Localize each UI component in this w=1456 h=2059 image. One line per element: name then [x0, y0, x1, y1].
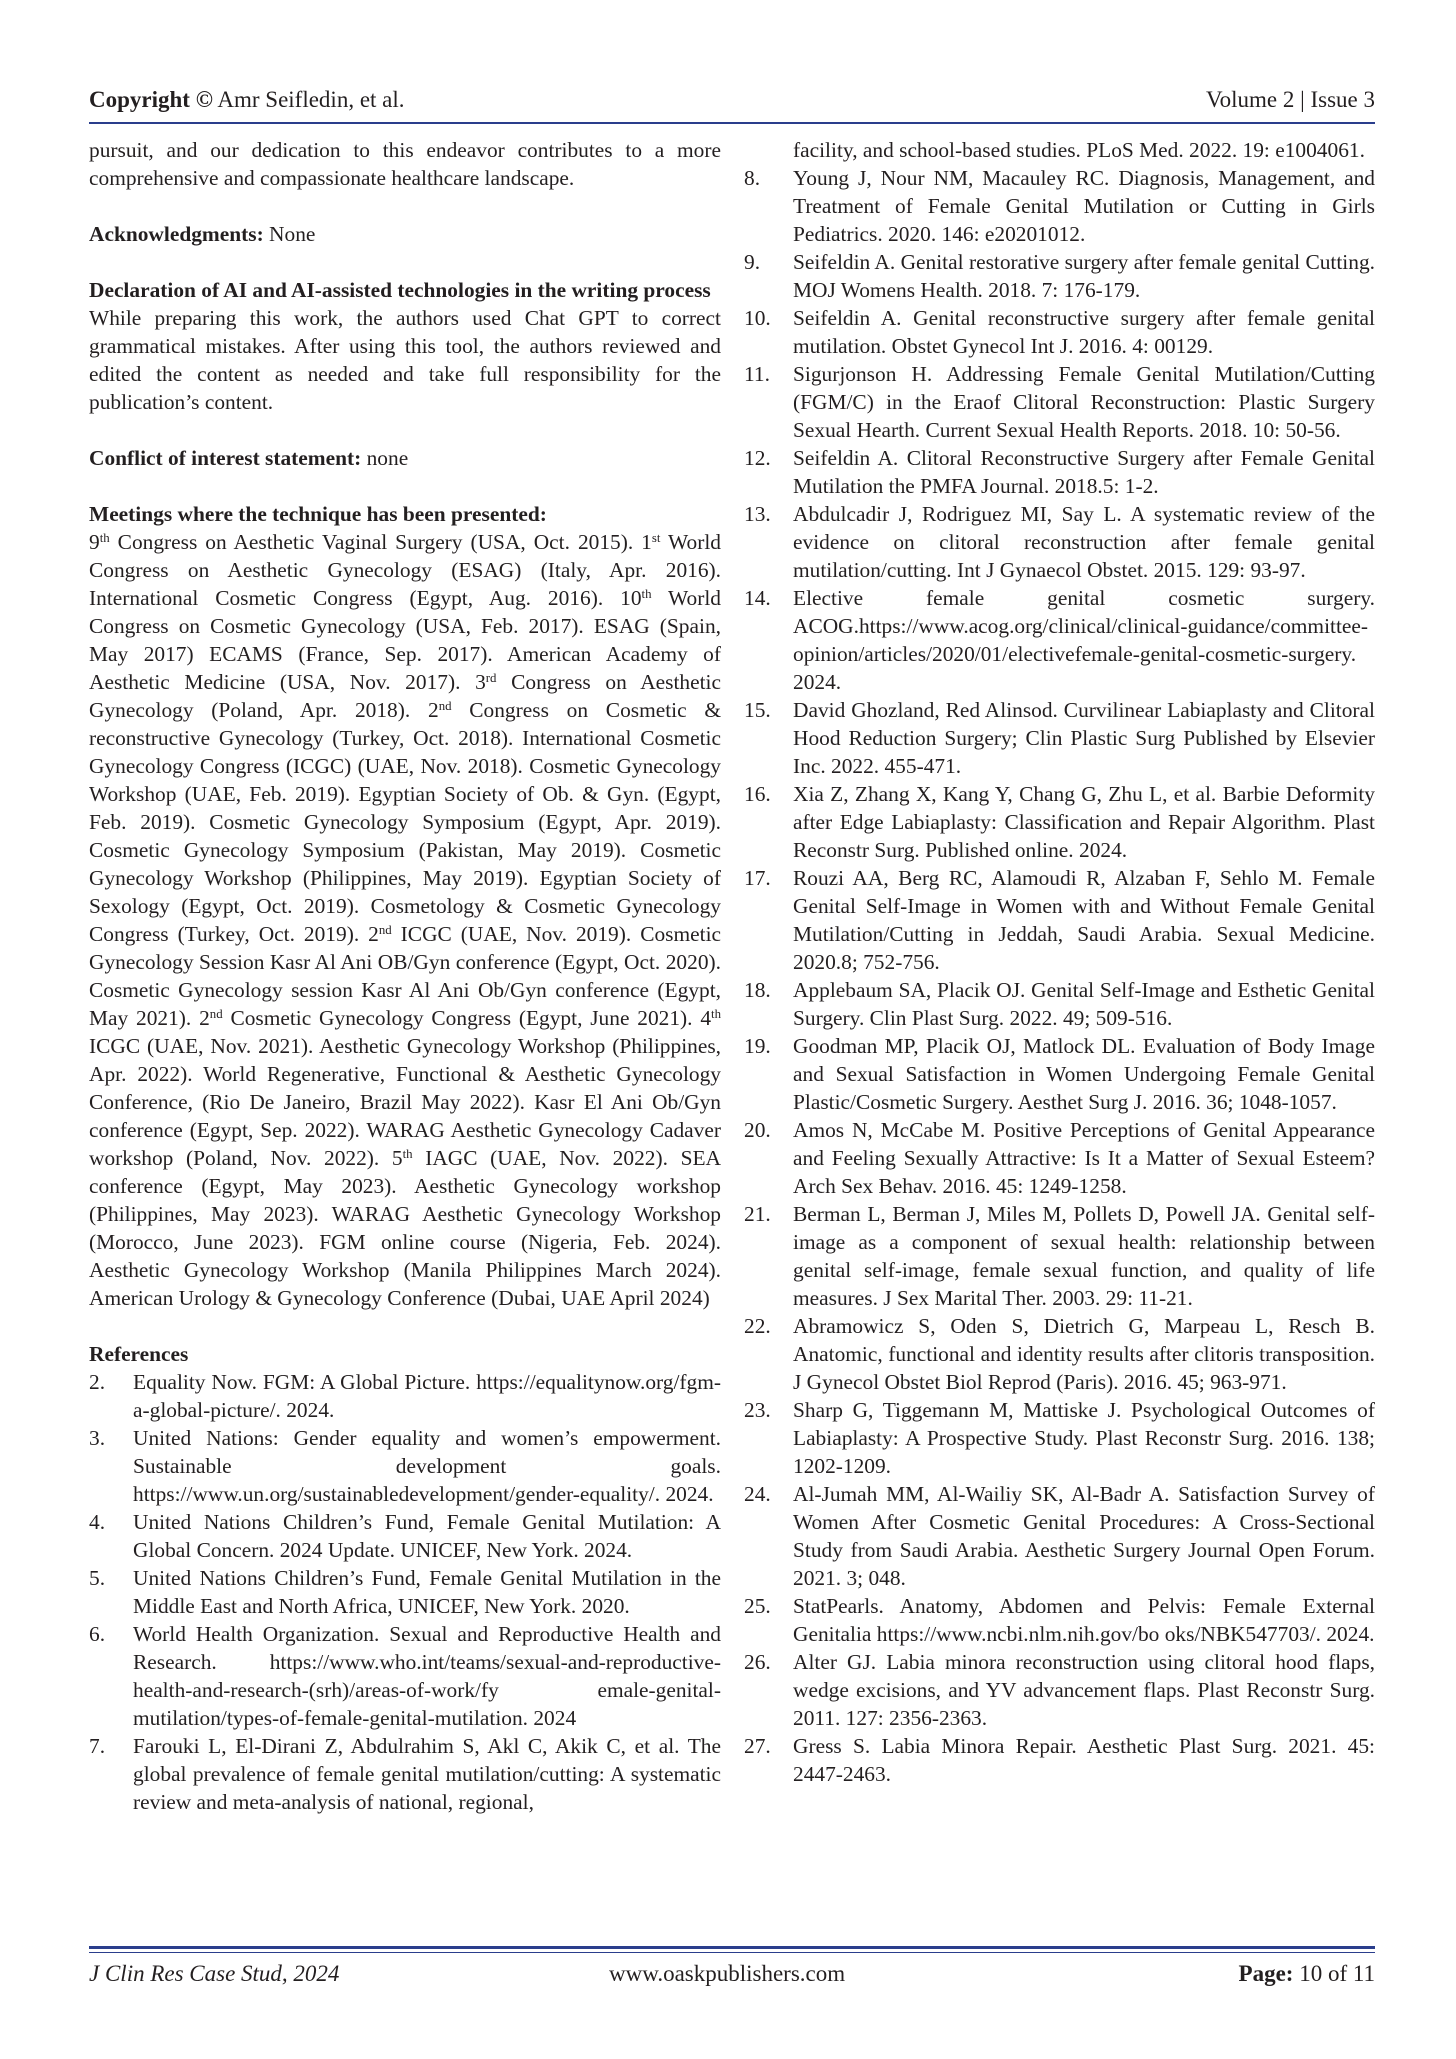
reference-item: 13. Abdulcadir J, Rodriguez MI, Say L. A systematic review of the evidence on clitoral reconstruction after female genital mutilation/cutting. Int J Gynaecol Obstet. 2015. 129: 93-97. [744, 502, 1375, 582]
reference-item: 2. Equality Now. FGM: A Global Picture. https://equalitynow.org/fgm-a-global-picture/. 2024. [89, 1370, 721, 1422]
copyright-line [89, 86, 405, 114]
reference-item: 17. Rouzi AA, Berg RC, Alamoudi R, Alzaban F, Sehlo M. Female Genital Self-Image in Women with and Without Female Genital Mutilation/Cutting in Jeddah, Saudi Arabia. Sexual Medicine. 2020.8; 752-756. [744, 866, 1375, 974]
reference-item: 16. Xia Z, Zhang X, Kang Y, Chang G, Zhu L, et al. Barbie Deformity after Edge Labiaplasty: Classification and Repair Algorithm. Plast Reconstr Surg. Published online. 2024. [744, 782, 1375, 862]
reference-item-partial: 7. Farouki L, El-Dirani Z, Abdulrahim S, Akl C, Akik C, et al. The global prevalence of female genital mutilation/cutting: A systematic review and meta-analysis of national, regional, [89, 1734, 721, 1814]
website-link[interactable]: www.oaskpublishers.com [609, 1961, 846, 1986]
intro-paragraph: pursuit, and our dedication to this endeavor contributes to a more comprehensive and compassionate healthcare landscape. [89, 138, 721, 190]
reference-item: 27. Gress S. Labia Minora Repair. Aesthetic Plast Surg. 2021. 45: 2447-2463. [744, 1734, 1375, 1786]
reference-item: 4. United Nations Children’s Fund, Female Genital Mutilation: A Global Concern. 2024 Update. UNICEF, New York. 2024. [89, 1510, 721, 1562]
reference-item: 6. World Health Organization. Sexual and Reproductive Health and Research. https://www.who.int/teams/sexual-and-reproductive-health-and-research-(srh)/areas-of-work/fy emale-genital-mutilation/types-of-female-genital-mutilation. 2024 [89, 1622, 721, 1730]
references-heading: References [89, 1342, 189, 1366]
page-header [89, 86, 1375, 114]
ai-declaration-heading: Declaration of AI and AI-assisted technologies in the writing process [89, 278, 711, 302]
reference-item: 18. Applebaum SA, Placik OJ. Genital Self-Image and Esthetic Genital Surgery. Clin Plast Surg. 2022. 49; 509-516. [744, 978, 1375, 1030]
coi-label: Conflict of interest statement: [89, 446, 362, 470]
meetings-heading: Meetings where the technique has been presented: [89, 502, 547, 526]
authors: Amr Seifledin, et al. [217, 87, 405, 112]
reference-item: 12. Seifeldin A. Clitoral Reconstructive Surgery after Female Genital Mutilation the PMFA Journal. 2018.5: 1-2. [744, 446, 1375, 498]
page-label: Page: [1238, 1961, 1294, 1986]
reference-item: 11. Sigurjonson H. Addressing Female Genital Mutilation/Cutting (FGM/C) in the Eraof Clitoral Reconstruction: Plastic Surgery Sexual Hearth. Current Sexual Health Reports. 2018. 10: 50-56. [744, 362, 1375, 442]
journal-citation: J Clin Res Case Stud, 2024 [89, 1961, 340, 1986]
reference-item: 23. Sharp G, Tiggemann M, Mattiske J. Psychological Outcomes of Labiaplasty: A Prospective Study. Plast Reconstr Surg. 2016. 138; 1202-1209. [744, 1398, 1375, 1478]
reference-item: 19. Goodman MP, Placik OJ, Matlock DL. Evaluation of Body Image and Sexual Satisfaction in Women Undergoing Female Genital Plastic/Cosmetic Surgery. Aesthet Surg J. 2016. 36; 1048-1057. [744, 1034, 1375, 1114]
reference-item: 21. Berman L, Berman J, Miles M, Pollets D, Powell JA. Genital self-image as a component of sexual health: relationship between genital self-image, female sexual function, and quality of life measures. J Sex Marital Ther. 2003. 29: 11-21. [744, 1202, 1375, 1310]
reference-item: 25. StatPearls. Anatomy, Abdomen and Pelvis: Female External Genitalia https://www.ncbi.nlm.nih.gov/bo oks/NBK547703/. 2024. [744, 1594, 1375, 1646]
left-column [89, 136, 721, 1816]
reference-item: 15. David Ghozland, Red Alinsod. Curvilinear Labiaplasty and Clitoral Hood Reduction Surgery; Clin Plastic Surg Published by Elsevier Inc. 2022. 455-471. [744, 698, 1375, 778]
coi-value: none [366, 446, 409, 470]
volume-issue: Volume 2 | Issue 3 [1205, 87, 1375, 112]
reference-item: 8. Young J, Nour NM, Macauley RC. Diagnosis, Management, and Treatment of Female Genital Mutilation or Cutting in Girls Pediatrics. 2020. 146: e20201012. [744, 166, 1375, 246]
right-column [746, 136, 1375, 1788]
reference-item: 10. Seifeldin A. Genital reconstructive surgery after female genital mutilation. Obstet Gynecol Int J. 2016. 4: 00129. [744, 306, 1375, 358]
reference-item: 26. Alter GJ. Labia minora reconstruction using clitoral hood flaps, wedge excisions, and YV advancement flaps. Plast Reconstr Surg. 2011. 127: 2356-2363. [744, 1650, 1375, 1730]
acknowledgments-label: Acknowledgments: [89, 222, 264, 246]
page-value: 10 of 11 [1299, 1961, 1375, 1986]
reference-item: 20. Amos N, McCabe M. Positive Perceptions of Genital Appearance and Feeling Sexually Attractive: Is It a Matter of Sexual Esteem? Arch Sex Behav. 2016. 45: 1249-1258. [744, 1118, 1375, 1198]
header-rule [89, 122, 1375, 124]
reference-item-continued: facility, and school-based studies. PLoS Med. 2022. 19: e1004061. [793, 138, 1365, 162]
references-list-right [746, 136, 1375, 1788]
reference-item: 5. United Nations Children’s Fund, Female Genital Mutilation in the Middle East and North Africa, UNICEF, New York. 2020. [89, 1566, 721, 1618]
conflict-of-interest [89, 444, 721, 472]
footer-rule-thin [89, 1952, 1375, 1953]
ai-declaration-body: While preparing this work, the authors used Chat GPT to correct grammatical mistakes. After using this tool, the authors reviewed and edited the content as needed and take full responsibility for the publication’s content. [89, 306, 721, 414]
reference-item: 3. United Nations: Gender equality and women’s empowerment. Sustainable development goals. https://www.un.org/sustainabledevelopment/gender-equality/. 2024. [89, 1426, 721, 1506]
reference-item: 22. Abramowicz S, Oden S, Dietrich G, Marpeau L, Resch B. Anatomic, functional and identity results after clitoris transposition. J Gynecol Obstet Biol Reprod (Paris). 2016. 45; 963-971. [744, 1314, 1375, 1394]
acknowledgments-value: None [269, 222, 316, 246]
references-list-left [89, 1368, 721, 1816]
footer-rule-thick [89, 1946, 1375, 1949]
reference-item: 9. Seifeldin A. Genital restorative surgery after female genital Cutting. MOJ Womens Health. 2018. 7: 176-179. [744, 250, 1375, 302]
copyright-label: Copyright © [89, 87, 213, 112]
acknowledgments [89, 220, 721, 248]
meetings-paragraph: 9th Congress on Aesthetic Vaginal Surgery (USA, Oct. 2015). 1st World Congress on Aesthetic Gynecology (ESAG) (Italy, Apr. 2016). International Cosmetic Congress (Egypt, Aug. 2016). 10th World Congress on Cosmetic Gynecology (USA, Feb. 2017). ESAG (Spain, May 2017) ECAMS (France, Sep. 2017). American Academy of Aesthetic Medicine (USA, Nov. 2017). 3rd Congress on Aesthetic Gynecology (Poland, Apr. 2018). 2nd Congress on Cosmetic & reconstructive Gynecology (Turkey, Oct. 2018). International Cosmetic Gynecology Congress (ICGC) (UAE, Nov. 2018). Cosmetic Gynecology Workshop (UAE, Feb. 2019). Egyptian Society of Ob. & Gyn. (Egypt, Feb. 2019). Cosmetic Gynecology Symposium (Egypt, Apr. 2019). Cosmetic Gynecology Symposium (Pakistan, May 2019). Cosmetic Gynecology Workshop (Philippines, May 2019). Egyptian Society of Sexology (Egypt, Oct. 2019). Cosmetology & Cosmetic Gynecology Congress (Turkey, Oct. 2019). 2nd ICGC (UAE, Nov. 2019). Cosmetic Gynecology Session Kasr Al Ani OB/Gyn conference (Egypt, Oct. 2020). Cosmetic Gynecology session Kasr Al Ani Ob/Gyn conference (Egypt, May 2021). 2nd Cosmetic Gynecology Congress (Egypt, June 2021). 4th ICGC (UAE, Nov. 2021). Aesthetic Gynecology Workshop (Philippines, Apr. 2022). World Regenerative, Functional & Aesthetic Gynecology Conference, (Rio De Janeiro, Brazil May 2022). Kasr El Ani Ob/Gyn conference (Egypt, Sep. 2022). WARAG Aesthetic Gynecology Cadaver workshop (Poland, Nov. 2022). 5th IAGC (UAE, Nov. 2022). SEA conference (Egypt, May 2023). Aesthetic Gynecology workshop (Philippines, May 2023). WARAG Aesthetic Gynecology Workshop (Morocco, June 2023). FGM online course (Nigeria, Feb. 2024). Aesthetic Gynecology Workshop (Manila Philippines March 2024). American Urology & Gynecology Conference (Dubai, UAE April 2024) [89, 530, 722, 1310]
reference-item: 14. Elective female genital cosmetic surgery. ACOG.https://www.acog.org/clinical/clinical-guidance/committee-opinion/articles/2020/01/electivefemale-genital-cosmetic-surgery. 2024. [744, 586, 1375, 694]
reference-item: 24. Al-Jumah MM, Al-Wailiy SK, Al-Badr A. Satisfaction Survey of Women After Cosmetic Genital Procedures: A Cross-Sectional Study from Saudi Arabia. Aesthetic Surgery Journal Open Forum. 2021. 3; 048. [744, 1482, 1375, 1590]
page-number [1239, 1960, 1375, 1988]
